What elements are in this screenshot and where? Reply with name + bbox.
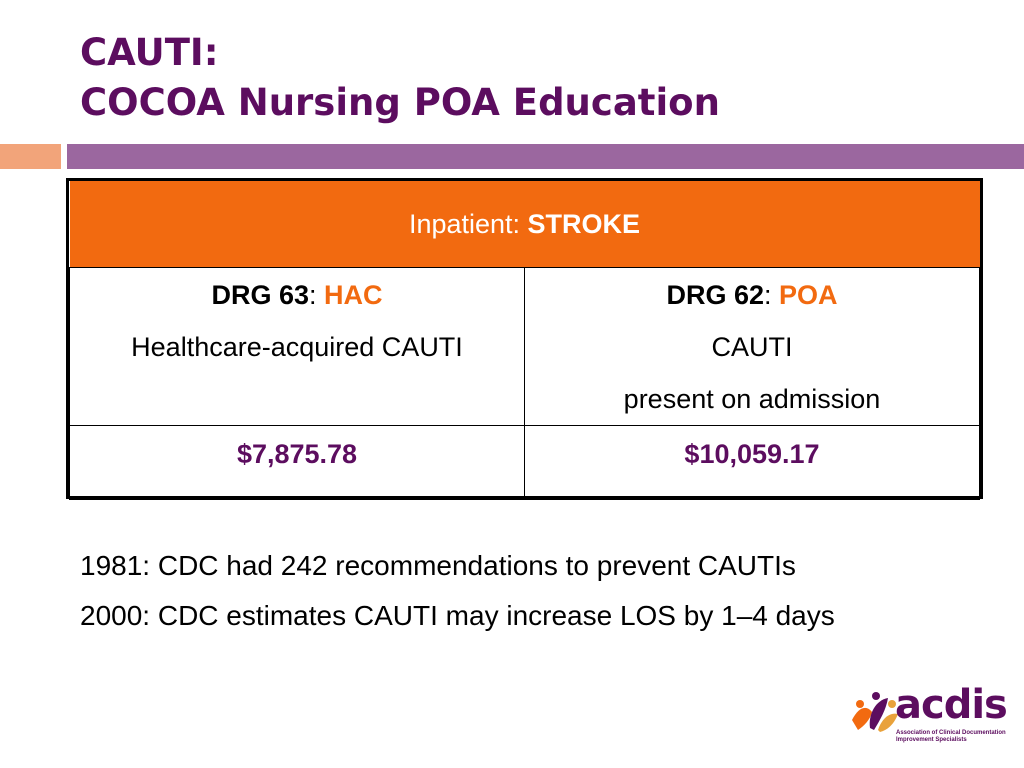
note-item: 2000: CDC estimates CAUTI may increase LOS by 1–4 days <box>80 600 835 631</box>
slide-title <box>80 28 720 128</box>
right-price: $10,059.17 <box>684 439 820 469</box>
header-condition: STROKE <box>527 208 641 239</box>
acdis-logo <box>848 682 1013 748</box>
left-drg-description: Healthcare-acquired CAUTI <box>131 332 463 362</box>
drg-comparison-table <box>66 178 983 499</box>
people-figures-icon <box>848 690 900 736</box>
left-sep: : <box>309 280 325 310</box>
right-drg-description-1: CAUTI <box>711 332 793 362</box>
left-drg-cell <box>70 268 525 426</box>
right-drg-description-2: present on admission <box>623 384 881 414</box>
note-item: 1981: CDC had 242 recommendations to prevent CAUTIs <box>80 550 796 581</box>
notes-list <box>80 546 960 646</box>
right-drg-code: DRG 62 <box>666 280 764 310</box>
header-prefix: Inpatient: <box>408 208 528 239</box>
table-header-cell <box>70 181 980 268</box>
right-price-cell <box>525 426 980 500</box>
title-rule-orange <box>0 144 61 169</box>
right-sep: : <box>764 280 780 310</box>
title-rule-purple <box>67 144 1024 169</box>
left-price-cell <box>70 426 525 500</box>
right-drg-cell <box>525 268 980 426</box>
logo-subtitle: Association of Clinical Documentation Improvement Specialists <box>896 730 1006 743</box>
title-line-2: COCOA Nursing POA Education <box>80 81 720 124</box>
left-price: $7,875.78 <box>236 439 358 469</box>
title-line-1: CAUTI: <box>80 31 219 74</box>
logo-wordmark: acdis <box>895 682 1007 728</box>
right-drg-tag: POA <box>779 280 838 310</box>
left-drg-tag: HAC <box>324 280 383 310</box>
left-drg-code: DRG 63 <box>211 280 310 310</box>
